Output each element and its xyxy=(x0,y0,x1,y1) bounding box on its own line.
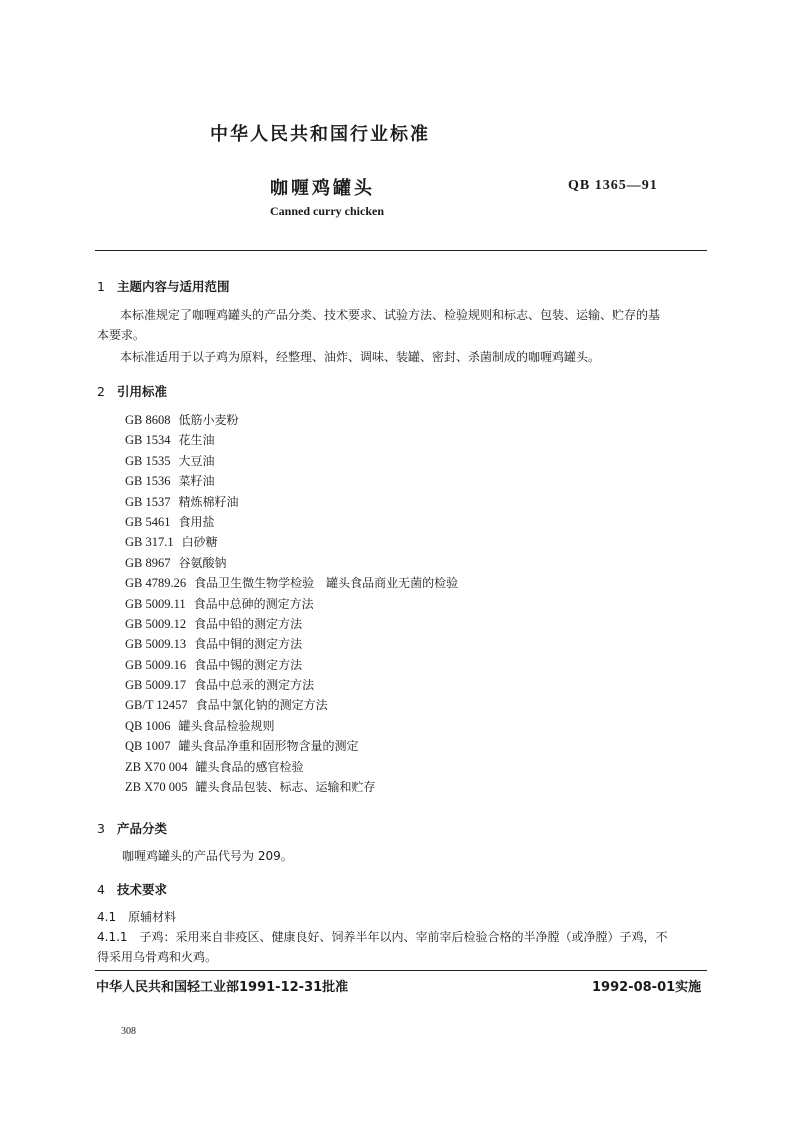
reference-name: 罐头食品的感官检验 xyxy=(195,759,304,774)
reference-item xyxy=(125,736,525,756)
footer-divider xyxy=(95,970,707,971)
section-1-paragraph-1-line-1: 本标准规定了咖喱鸡罐头的产品分类、技术要求、试验方法、检验规则和标志、包装、运输、贮存的基 xyxy=(120,308,661,322)
reference-code: GB 5009.11 xyxy=(125,596,186,611)
section-number: 4 xyxy=(97,882,105,897)
reference-name: 大豆油 xyxy=(178,453,215,468)
reference-code: GB 5009.13 xyxy=(125,637,187,652)
reference-code: QB 1006 xyxy=(125,718,171,733)
reference-item xyxy=(125,716,525,736)
reference-item xyxy=(125,553,525,573)
reference-item xyxy=(125,634,525,654)
reference-code: GB 5009.16 xyxy=(125,657,187,672)
reference-item xyxy=(125,655,525,675)
reference-name: 精炼棉籽油 xyxy=(178,494,239,509)
reference-item xyxy=(125,757,525,777)
reference-name: 食用盐 xyxy=(178,514,215,529)
reference-name: 白砂糖 xyxy=(181,535,218,550)
subsection-4-1: 4.1 原辅材料 xyxy=(97,910,177,924)
standard-code: QB 1365—91 xyxy=(568,178,658,193)
english-title: Canned curry chicken xyxy=(270,204,384,218)
reference-item xyxy=(125,695,525,715)
reference-code: GB 1537 xyxy=(125,494,171,509)
implementation-date: 1992-08-01实施 xyxy=(592,980,702,995)
reference-name: 花生油 xyxy=(178,433,215,448)
section-1-paragraph-2: 本标准适用于以子鸡为原料，经整理、油炸、调味、装罐、密封、杀菌制成的咖喱鸡罐头。 xyxy=(120,350,601,364)
reference-code: GB 8608 xyxy=(125,413,171,427)
reference-name: 食品中氯化钠的测定方法 xyxy=(195,698,328,713)
reference-item xyxy=(125,410,525,430)
subsection-4-1-1-line-1: 4.1.1 子鸡：采用来自非疫区、健康良好、饲养半年以内、宰前宰后检验合格的半净膛（或净膛）子鸡，不 xyxy=(97,930,668,944)
section-number: 2 xyxy=(97,384,105,399)
reference-code: GB 317.1 xyxy=(125,535,174,550)
section-3-heading xyxy=(97,819,167,837)
section-title: 主题内容与适用范围 xyxy=(117,279,230,294)
section-number: 1 xyxy=(97,279,105,294)
reference-item xyxy=(125,777,525,797)
section-title: 技术要求 xyxy=(117,882,168,897)
reference-item xyxy=(125,492,525,512)
section-title: 引用标准 xyxy=(117,384,168,399)
reference-code: GB 5009.17 xyxy=(125,678,187,693)
reference-code: GB 8967 xyxy=(125,555,171,570)
section-number: 3 xyxy=(97,821,105,836)
section-1-heading xyxy=(97,277,230,295)
referenced-standards-list xyxy=(125,410,525,797)
section-4-heading xyxy=(97,880,167,898)
page-number: 308 xyxy=(121,1026,136,1037)
reference-name: 罐头食品包装、标志、运输和贮存 xyxy=(195,780,376,795)
reference-name: 食品中总汞的测定方法 xyxy=(194,678,315,693)
issuer-title: 中华人民共和国行业标准 xyxy=(210,124,430,145)
reference-item xyxy=(125,512,525,532)
reference-code: GB 5461 xyxy=(125,514,171,529)
approval-line: 中华人民共和国轻工业部1991-12-31批准 xyxy=(96,980,349,995)
reference-name: 谷氨酸钠 xyxy=(178,555,227,570)
reference-name: 食品中铅的测定方法 xyxy=(194,616,303,631)
section-3-paragraph: 咖喱鸡罐头的产品代号为 209。 xyxy=(122,849,293,863)
reference-code: GB 1536 xyxy=(125,474,171,489)
reference-name: 低筋小麦粉 xyxy=(178,413,239,427)
reference-code: GB 5009.12 xyxy=(125,616,187,631)
reference-code: QB 1007 xyxy=(125,739,171,754)
reference-name: 食品中铜的测定方法 xyxy=(194,637,303,652)
section-title: 产品分类 xyxy=(117,821,168,836)
reference-name: 菜籽油 xyxy=(178,474,215,489)
reference-name: 罐头食品净重和固形物含量的测定 xyxy=(178,739,359,754)
reference-item xyxy=(125,614,525,634)
subsection-4-1-1-line-2: 得采用乌骨鸡和火鸡。 xyxy=(97,950,218,964)
reference-name: 食品中总砷的测定方法 xyxy=(193,596,314,611)
reference-code: GB 1535 xyxy=(125,453,171,468)
reference-item xyxy=(125,451,525,471)
reference-name: 罐头食品检验规则 xyxy=(178,718,275,733)
section-1-paragraph-1-line-2: 本要求。 xyxy=(97,328,146,342)
header-divider xyxy=(95,250,707,251)
reference-code: GB 4789.26 xyxy=(125,576,187,591)
reference-name: 食品卫生微生物学检验 罐头食品商业无菌的检验 xyxy=(194,576,459,591)
reference-item xyxy=(125,675,525,695)
section-2-heading xyxy=(97,382,167,400)
reference-item xyxy=(125,573,525,593)
reference-code: GB 1534 xyxy=(125,433,171,448)
reference-item xyxy=(125,594,525,614)
reference-item xyxy=(125,430,525,450)
reference-code: ZB X70 005 xyxy=(125,780,188,795)
reference-item xyxy=(125,471,525,491)
reference-name: 食品中锡的测定方法 xyxy=(194,657,303,672)
document-title: 咖喱鸡罐头 xyxy=(270,178,375,199)
reference-item xyxy=(125,532,525,552)
reference-code: ZB X70 004 xyxy=(125,759,188,774)
reference-code: GB/T 12457 xyxy=(125,698,188,713)
